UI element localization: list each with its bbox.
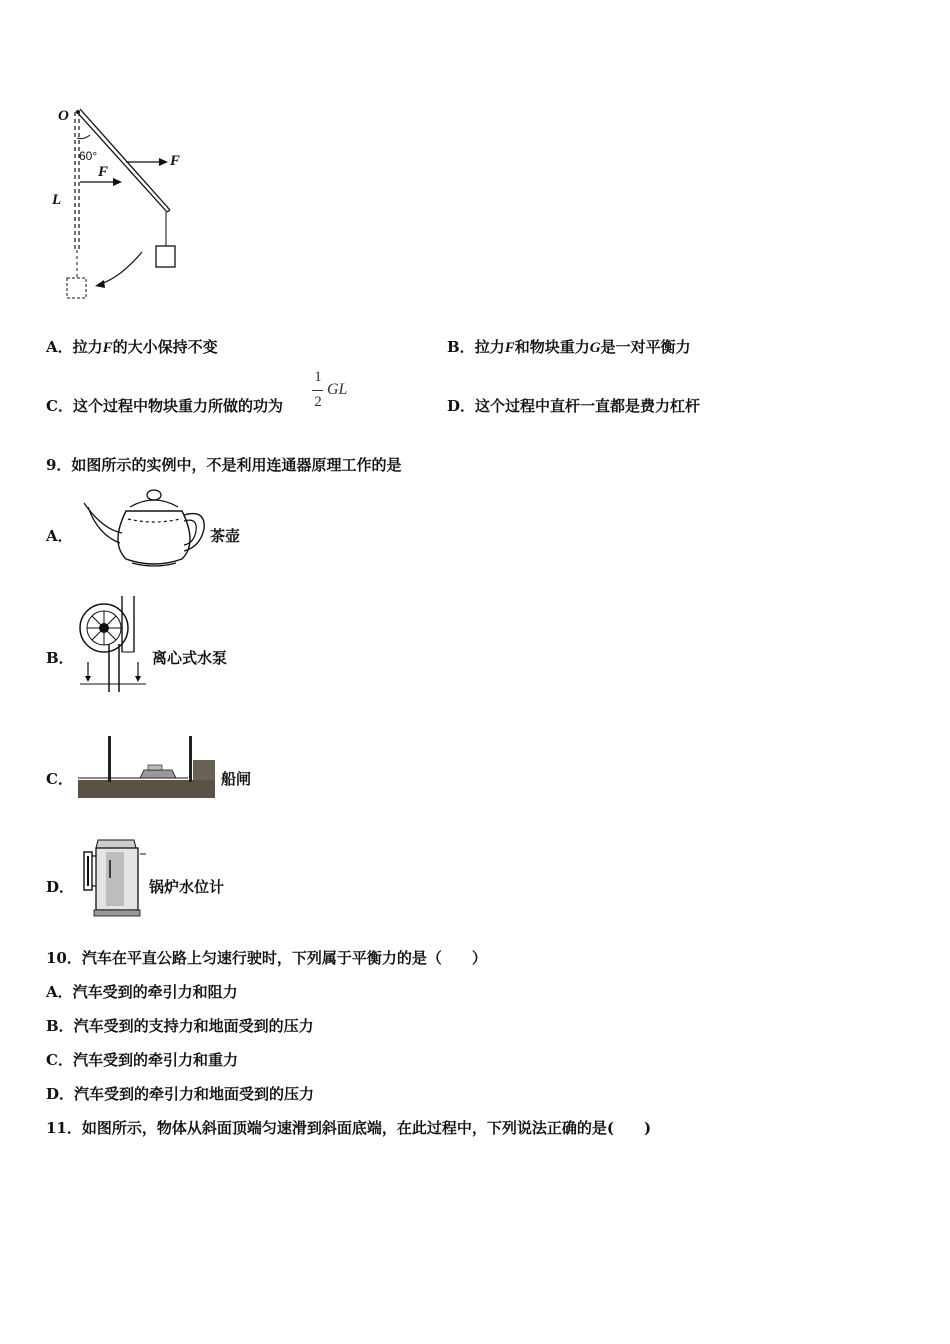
q9-option-b-letter[interactable]: B． <box>46 649 74 667</box>
q11-stem: 11．如图所示，物体从斜面顶端匀速滑到斜面底端，在此过程中，下列说法正确的是( ) <box>46 1119 652 1137</box>
q9-option-a-label: 茶壶 <box>210 527 241 545</box>
fraction-denominator: 2 <box>314 394 322 410</box>
q8-option-d[interactable]: D．这个过程中直杆一直都是费力杠杆 <box>447 397 701 415</box>
fraction-numerator: 1 <box>314 369 322 385</box>
boiler-gauge-illustration <box>84 834 150 918</box>
centrifugal-pump-illustration <box>76 592 146 692</box>
label-L: L <box>52 192 62 208</box>
q10-option-a[interactable]: A．汽车受到的牵引力和阻力 <box>46 983 238 1001</box>
label-angle: 60° <box>79 149 98 163</box>
fraction-bar <box>312 390 323 391</box>
q9-option-a-letter[interactable]: A． <box>46 527 73 545</box>
work-expression-GL: GL <box>327 381 348 398</box>
teapot-illustration <box>80 485 210 570</box>
q8-option-c[interactable]: C．这个过程中物块重力所做的功为 <box>46 397 283 415</box>
q10-option-c[interactable]: C．汽车受到的牵引力和重力 <box>46 1051 238 1069</box>
q10-option-d[interactable]: D．汽车受到的牵引力和地面受到的压力 <box>46 1085 315 1103</box>
force-arrow-head-top <box>159 158 168 166</box>
q9-option-b-label: 离心式水泵 <box>152 649 228 667</box>
rotation-arrow-head <box>95 280 105 288</box>
q8-option-a[interactable]: A．拉力F的大小保持不变 <box>46 338 218 356</box>
q9-option-d-label: 锅炉水位计 <box>149 878 225 896</box>
lever-diagram <box>50 100 250 310</box>
ship-lock-illustration <box>78 732 218 798</box>
q9-option-d-letter[interactable]: D． <box>46 878 75 896</box>
q10-stem: 10．汽车在平直公路上匀速行驶时，下列属于平衡力的是（ ） <box>46 949 487 967</box>
force-arrow-head-mid <box>113 178 122 186</box>
q9-stem: 9．如图所示的实例中，不是利用连通器原理工作的是 <box>46 456 402 474</box>
label-F-mid: F <box>98 164 109 180</box>
q8-option-b[interactable]: B．拉力F和物块重力G是一对平衡力 <box>447 338 691 356</box>
q9-option-c-label: 船闸 <box>221 770 252 788</box>
label-F-top: F <box>170 153 181 169</box>
block <box>156 246 175 267</box>
q10-option-b[interactable]: B．汽车受到的支持力和地面受到的压力 <box>46 1017 314 1035</box>
block-initial-dashed <box>67 278 86 298</box>
label-O: O <box>58 108 69 124</box>
q9-option-c-letter[interactable]: C． <box>46 770 73 788</box>
